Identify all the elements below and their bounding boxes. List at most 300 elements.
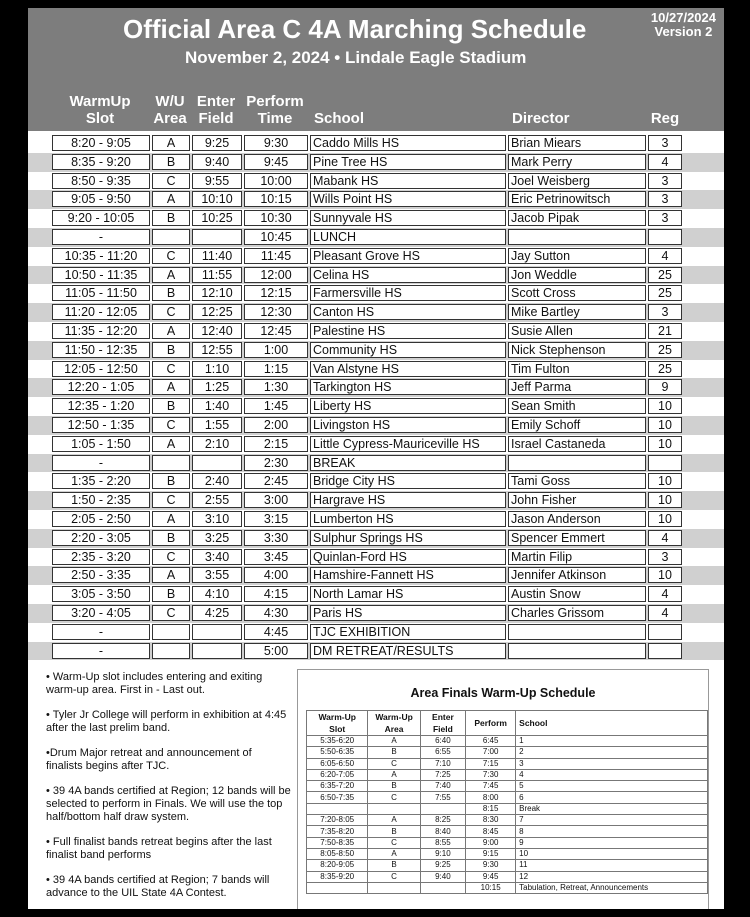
finals-cell: B: [368, 781, 420, 792]
header-banner: [28, 8, 724, 131]
cell-perform: 2:15: [244, 436, 308, 452]
cell-warmup: 12:20 - 1:05: [52, 379, 150, 395]
finals-cell: 8:05-8:50: [307, 848, 368, 859]
finals-cell: B: [368, 826, 420, 837]
finals-table: [306, 710, 708, 894]
cell-reg: 10: [648, 436, 682, 452]
finals-cell: 10:15: [466, 882, 516, 893]
finals-cell: [420, 882, 465, 893]
finals-cell: 7:30: [466, 769, 516, 780]
cell-area: A: [152, 511, 190, 527]
cell-school: Tarkington HS: [310, 379, 506, 395]
cell-director: Emily Schoff: [508, 417, 646, 433]
cell-director: Jeff Parma: [508, 379, 646, 395]
cell-school: Pleasant Grove HS: [310, 248, 506, 264]
cell-warmup: 1:50 - 2:35: [52, 492, 150, 508]
cell-school: Lumberton HS: [310, 511, 506, 527]
finals-cell: 9:15: [466, 848, 516, 859]
cell-school: North Lamar HS: [310, 586, 506, 602]
cell-perform: 11:45: [244, 248, 308, 264]
finals-row: [307, 882, 708, 893]
cell-reg: 21: [648, 323, 682, 339]
cell-school: Quinlan-Ford HS: [310, 549, 506, 565]
finals-cell: 6:20-7:05: [307, 769, 368, 780]
cell-director: Brian Miears: [508, 135, 646, 151]
table-row: [28, 172, 724, 191]
finals-cell: [368, 803, 420, 814]
finals-cell: 8:30: [466, 815, 516, 826]
cell-enter: 2:10: [192, 436, 242, 452]
cell-enter: 9:40: [192, 154, 242, 170]
cell-perform: 12:30: [244, 304, 308, 320]
cell-area: A: [152, 567, 190, 583]
cell-perform: 2:00: [244, 417, 308, 433]
finals-cell: 5:50-6:35: [307, 747, 368, 758]
cell-area: B: [152, 285, 190, 301]
cell-warmup: -: [52, 229, 150, 245]
cell-school: Palestine HS: [310, 323, 506, 339]
cell-director: Jay Sutton: [508, 248, 646, 264]
cell-director: Scott Cross: [508, 285, 646, 301]
cell-perform: 4:30: [244, 605, 308, 621]
cell-perform: 4:15: [244, 586, 308, 602]
cell-enter: 12:40: [192, 323, 242, 339]
cell-director: Austin Snow: [508, 586, 646, 602]
finals-title: Area Finals Warm-Up Schedule: [410, 686, 596, 700]
cell-area: A: [152, 267, 190, 283]
finals-cell: 9:45: [466, 871, 516, 882]
cell-school: BREAK: [310, 455, 506, 471]
finals-cell: [420, 803, 465, 814]
finals-cell: 7: [516, 815, 708, 826]
cell-reg: [648, 624, 682, 640]
finals-cell: 8: [516, 826, 708, 837]
table-row: [28, 228, 724, 247]
finals-col-header: Warm-Up Slot: [307, 711, 368, 736]
cell-enter: 1:55: [192, 417, 242, 433]
finals-cell: 6:05-6:50: [307, 758, 368, 769]
cell-perform: 10:45: [244, 229, 308, 245]
cell-reg: [648, 229, 682, 245]
finals-cell: 2: [516, 747, 708, 758]
cell-enter: 1:10: [192, 361, 242, 377]
finals-schedule: [297, 669, 709, 909]
finals-cell: C: [368, 792, 420, 803]
finals-cell: 8:55: [420, 837, 465, 848]
cell-director: [508, 455, 646, 471]
finals-cell: 6:45: [466, 736, 516, 747]
cell-school: Hargrave HS: [310, 492, 506, 508]
cell-area: C: [152, 492, 190, 508]
cell-director: Joel Weisberg: [508, 173, 646, 189]
cell-reg: 3: [648, 173, 682, 189]
cell-reg: 4: [648, 154, 682, 170]
cell-director: Tami Goss: [508, 473, 646, 489]
table-row: [28, 585, 724, 604]
col-header-reg: Reg: [650, 110, 680, 127]
cell-area: C: [152, 248, 190, 264]
cell-reg: 25: [648, 285, 682, 301]
finals-cell: 5:35-6:20: [307, 736, 368, 747]
cell-perform: 4:45: [244, 624, 308, 640]
cell-enter: 10:10: [192, 191, 242, 207]
finals-col-header: Enter Field: [420, 711, 465, 736]
cell-reg: 4: [648, 586, 682, 602]
cell-area: [152, 624, 190, 640]
cell-perform: 10:00: [244, 173, 308, 189]
finals-cell: 10: [516, 848, 708, 859]
cell-reg: 25: [648, 267, 682, 283]
table-row: [28, 378, 724, 397]
version-info: [651, 11, 716, 39]
cell-warmup: 12:35 - 1:20: [52, 398, 150, 414]
cell-perform: 5:00: [244, 643, 308, 659]
cell-reg: 3: [648, 135, 682, 151]
cell-perform: 10:30: [244, 210, 308, 226]
cell-warmup: 9:05 - 9:50: [52, 191, 150, 207]
cell-perform: 3:30: [244, 530, 308, 546]
version-date: 10/27/2024: [650, 10, 716, 25]
cell-school: Caddo Mills HS: [310, 135, 506, 151]
cell-enter: 1:25: [192, 379, 242, 395]
cell-enter: 9:25: [192, 135, 242, 151]
cell-perform: 1:00: [244, 342, 308, 358]
cell-reg: 4: [648, 248, 682, 264]
finals-cell: 7:25: [420, 769, 465, 780]
cell-reg: 3: [648, 210, 682, 226]
cell-warmup: 8:20 - 9:05: [52, 135, 150, 151]
cell-school: Livingston HS: [310, 417, 506, 433]
cell-enter: 3:10: [192, 511, 242, 527]
cell-reg: 10: [648, 492, 682, 508]
cell-enter: 9:55: [192, 173, 242, 189]
cell-perform: 9:45: [244, 154, 308, 170]
finals-cell: 6:35-7:20: [307, 781, 368, 792]
finals-cell: [307, 803, 368, 814]
table-row: [28, 604, 724, 623]
cell-director: Jason Anderson: [508, 511, 646, 527]
cell-area: B: [152, 398, 190, 414]
cell-school: Van Alstyne HS: [310, 361, 506, 377]
cell-warmup: 10:35 - 11:20: [52, 248, 150, 264]
cell-perform: 1:45: [244, 398, 308, 414]
cell-enter: 12:55: [192, 342, 242, 358]
cell-school: Hamshire-Fannett HS: [310, 567, 506, 583]
cell-enter: 3:25: [192, 530, 242, 546]
finals-row: [307, 871, 708, 882]
version-number: Version 2: [654, 24, 713, 39]
cell-area: B: [152, 586, 190, 602]
note-item: • Warm-Up slot includes entering and exiting warm-up area. First in - Last out.: [46, 671, 263, 696]
finals-row: [307, 792, 708, 803]
cell-warmup: -: [52, 643, 150, 659]
finals-row: [307, 837, 708, 848]
cell-area: C: [152, 173, 190, 189]
finals-cell: [307, 882, 368, 893]
cell-school: Celina HS: [310, 267, 506, 283]
finals-cell: C: [368, 837, 420, 848]
cell-school: Canton HS: [310, 304, 506, 320]
table-row: [28, 209, 724, 228]
table-row: [28, 435, 724, 454]
cell-area: B: [152, 473, 190, 489]
col-header-director: Director: [512, 110, 570, 127]
cell-warmup: 1:05 - 1:50: [52, 436, 150, 452]
finals-cell: 9: [516, 837, 708, 848]
cell-school: LUNCH: [310, 229, 506, 245]
cell-school: Mabank HS: [310, 173, 506, 189]
cell-director: Israel Castaneda: [508, 436, 646, 452]
table-row: [28, 416, 724, 435]
cell-warmup: 1:35 - 2:20: [52, 473, 150, 489]
cell-enter: 11:55: [192, 267, 242, 283]
table-row: [28, 642, 724, 661]
cell-area: [152, 455, 190, 471]
cell-reg: 3: [648, 549, 682, 565]
finals-row: [307, 736, 708, 747]
finals-cell: 7:50-8:35: [307, 837, 368, 848]
cell-area: B: [152, 154, 190, 170]
table-row: [28, 190, 724, 209]
schedule-table: [28, 134, 724, 660]
cell-enter: [192, 229, 242, 245]
finals-cell: B: [368, 860, 420, 871]
note-item: • Tyler Jr College will perform in exhibition at 4:45 after the last prelim band.: [46, 709, 287, 734]
cell-director: [508, 624, 646, 640]
cell-warmup: 2:05 - 2:50: [52, 511, 150, 527]
table-row: [28, 623, 724, 642]
finals-cell: 7:40: [420, 781, 465, 792]
finals-col-header: Warm-Up Area: [368, 711, 420, 736]
finals-cell: 8:20-9:05: [307, 860, 368, 871]
cell-director: Sean Smith: [508, 398, 646, 414]
finals-cell: 8:25: [420, 815, 465, 826]
cell-enter: 1:40: [192, 398, 242, 414]
finals-cell: C: [368, 871, 420, 882]
finals-cell: 8:40: [420, 826, 465, 837]
finals-cell: C: [368, 758, 420, 769]
cell-area: [152, 229, 190, 245]
finals-cell: 7:10: [420, 758, 465, 769]
col-header-warmup: WarmUp Slot: [69, 93, 131, 127]
cell-director: Jacob Pipak: [508, 210, 646, 226]
finals-cell: [368, 882, 420, 893]
cell-school: Community HS: [310, 342, 506, 358]
cell-reg: 4: [648, 605, 682, 621]
cell-warmup: 11:50 - 12:35: [52, 342, 150, 358]
page-subtitle: November 2, 2024 • Lindale Eagle Stadium: [185, 48, 527, 67]
cell-perform: 3:45: [244, 549, 308, 565]
finals-row: [307, 815, 708, 826]
cell-school: Bridge City HS: [310, 473, 506, 489]
cell-enter: 3:55: [192, 567, 242, 583]
note-item: • Full finalist bands retreat begins after the last finalist band performs: [46, 836, 272, 861]
table-row: [28, 454, 724, 473]
table-row: [28, 510, 724, 529]
cell-director: Mark Perry: [508, 154, 646, 170]
finals-cell: A: [368, 848, 420, 859]
cell-area: C: [152, 605, 190, 621]
cell-reg: 4: [648, 530, 682, 546]
finals-cell: 11: [516, 860, 708, 871]
cell-reg: 10: [648, 567, 682, 583]
finals-cell: 7:15: [466, 758, 516, 769]
cell-area: C: [152, 361, 190, 377]
finals-cell: 9:10: [420, 848, 465, 859]
cell-warmup: 2:20 - 3:05: [52, 530, 150, 546]
cell-area: A: [152, 379, 190, 395]
cell-enter: 3:40: [192, 549, 242, 565]
cell-school: Paris HS: [310, 605, 506, 621]
cell-reg: 25: [648, 361, 682, 377]
finals-cell: 3: [516, 758, 708, 769]
table-row: [28, 566, 724, 585]
cell-warmup: 11:05 - 11:50: [52, 285, 150, 301]
cell-reg: [648, 455, 682, 471]
finals-cell: Tabulation, Retreat, Announcements: [516, 882, 708, 893]
cell-area: B: [152, 210, 190, 226]
finals-row: [307, 848, 708, 859]
cell-perform: 9:30: [244, 135, 308, 151]
table-row: [28, 153, 724, 172]
finals-cell: 7:55: [420, 792, 465, 803]
cell-reg: [648, 643, 682, 659]
cell-school: Sunnyvale HS: [310, 210, 506, 226]
cell-warmup: 8:35 - 9:20: [52, 154, 150, 170]
cell-perform: 12:15: [244, 285, 308, 301]
cell-director: John Fisher: [508, 492, 646, 508]
finals-cell: 6:55: [420, 747, 465, 758]
cell-enter: [192, 643, 242, 659]
cell-director: Tim Fulton: [508, 361, 646, 377]
notes-section: [46, 671, 291, 909]
cell-area: A: [152, 191, 190, 207]
cell-perform: 2:30: [244, 455, 308, 471]
cell-warmup: 12:05 - 12:50: [52, 361, 150, 377]
cell-enter: 2:55: [192, 492, 242, 508]
finals-cell: 6:40: [420, 736, 465, 747]
cell-enter: [192, 624, 242, 640]
cell-school: DM RETREAT/RESULTS: [310, 643, 506, 659]
finals-cell: 4: [516, 769, 708, 780]
finals-col-header: Perform: [466, 711, 516, 736]
cell-warmup: 10:50 - 11:35: [52, 267, 150, 283]
finals-cell: 1: [516, 736, 708, 747]
cell-school: Pine Tree HS: [310, 154, 506, 170]
table-row: [28, 303, 724, 322]
cell-enter: [192, 455, 242, 471]
cell-area: [152, 643, 190, 659]
cell-warmup: 2:50 - 3:35: [52, 567, 150, 583]
table-row: [28, 247, 724, 266]
finals-cell: 9:40: [420, 871, 465, 882]
cell-director: [508, 643, 646, 659]
finals-cell: 12: [516, 871, 708, 882]
finals-cell: 5: [516, 781, 708, 792]
cell-warmup: -: [52, 455, 150, 471]
page-title: Official Area C 4A Marching Schedule: [123, 14, 587, 44]
finals-cell: Break: [516, 803, 708, 814]
finals-cell: B: [368, 747, 420, 758]
cell-warmup: 3:05 - 3:50: [52, 586, 150, 602]
cell-director: Spencer Emmert: [508, 530, 646, 546]
cell-school: TJC EXHIBITION: [310, 624, 506, 640]
table-row: [28, 548, 724, 567]
col-header-school: School: [314, 110, 365, 127]
finals-row: [307, 781, 708, 792]
finals-cell: 7:45: [466, 781, 516, 792]
cell-perform: 2:45: [244, 473, 308, 489]
cell-reg: 3: [648, 191, 682, 207]
cell-perform: 4:00: [244, 567, 308, 583]
cell-school: Little Cypress-Mauriceville HS: [310, 436, 506, 452]
col-header-enter: Enter Field: [196, 93, 236, 127]
cell-reg: 10: [648, 398, 682, 414]
note-item: • 39 4A bands certified at Region; 7 bands will advance to the UIL State 4A Contest.: [46, 874, 270, 899]
note-item: •Drum Major retreat and announcement of finalists begins after TJC.: [46, 747, 252, 772]
finals-cell: 9:25: [420, 860, 465, 871]
finals-cell: 6: [516, 792, 708, 803]
cell-perform: 1:15: [244, 361, 308, 377]
finals-row: [307, 826, 708, 837]
cell-perform: 12:00: [244, 267, 308, 283]
finals-row: [307, 758, 708, 769]
cell-perform: 3:15: [244, 511, 308, 527]
table-row: [28, 134, 724, 153]
finals-row: [307, 769, 708, 780]
cell-warmup: 8:50 - 9:35: [52, 173, 150, 189]
cell-warmup: 9:20 - 10:05: [52, 210, 150, 226]
finals-cell: 9:00: [466, 837, 516, 848]
cell-enter: 12:10: [192, 285, 242, 301]
cell-director: Charles Grissom: [508, 605, 646, 621]
cell-perform: 1:30: [244, 379, 308, 395]
table-row: [28, 322, 724, 341]
cell-school: Farmersville HS: [310, 285, 506, 301]
finals-cell: 9:30: [466, 860, 516, 871]
cell-area: A: [152, 135, 190, 151]
cell-perform: 3:00: [244, 492, 308, 508]
col-header-perform: Perform Time: [246, 93, 304, 127]
table-row: [28, 266, 724, 285]
cell-enter: 4:10: [192, 586, 242, 602]
cell-reg: 25: [648, 342, 682, 358]
cell-school: Sulphur Springs HS: [310, 530, 506, 546]
cell-area: B: [152, 342, 190, 358]
cell-area: C: [152, 304, 190, 320]
finals-cell: 8:00: [466, 792, 516, 803]
cell-area: C: [152, 417, 190, 433]
finals-col-header: School: [516, 711, 708, 736]
cell-director: Nick Stephenson: [508, 342, 646, 358]
cell-area: A: [152, 436, 190, 452]
cell-school: Wills Point HS: [310, 191, 506, 207]
finals-cell: A: [368, 769, 420, 780]
note-item: • 39 4A bands certified at Region; 12 bands will be selected to perform in Finals. We will use the top half/bottom half draw system.: [46, 785, 291, 823]
schedule-page: [28, 8, 724, 909]
cell-enter: 10:25: [192, 210, 242, 226]
cell-enter: 11:40: [192, 248, 242, 264]
col-header-area: W/U Area: [153, 93, 187, 127]
finals-row: [307, 860, 708, 871]
table-row: [28, 360, 724, 379]
cell-area: C: [152, 549, 190, 565]
cell-warmup: -: [52, 624, 150, 640]
cell-director: [508, 229, 646, 245]
cell-warmup: 3:20 - 4:05: [52, 605, 150, 621]
cell-director: Martin Filip: [508, 549, 646, 565]
finals-row: [307, 803, 708, 814]
